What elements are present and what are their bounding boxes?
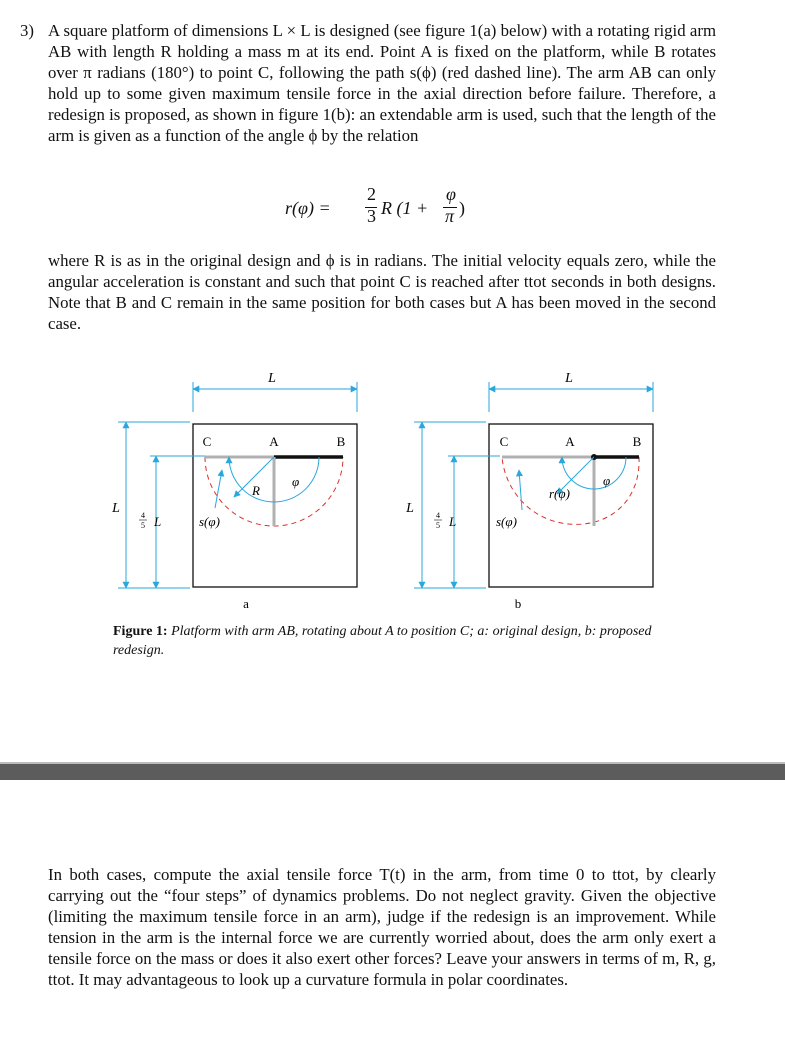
problem-conditions-text: where R is as in the original design and ϕ is in radians. The initial velocity equals zero, while the angular acceleration is constant and such that point C is reached after ttot seconds in both designs. Note that B and C remain in the same position for both cases but A has been moved in the second case. xyxy=(48,251,716,333)
panel-a-phi-label: φ xyxy=(292,474,300,489)
panel-b-r-label: r(φ) xyxy=(549,486,570,501)
panel-a-point-C: C xyxy=(202,434,212,449)
problem-task-text: In both cases, compute the axial tensile force T(t) in the arm, from time 0 to ttot, by clearly carrying out the “four steps” of dynamics problems. Do not neglect gravity. Given the objective (limiting the maximum tensile force in an arm), judge if the redesign is an improvement. While tension in the arm is the internal force we are currently worried about, does the arm only exert a tensile force on the mass or does it also exert other forces? Leave your answers in terms of m, R, g, ttot. It may advantageous to look up a curvature formula in polar coordinates. xyxy=(48,865,716,989)
page-separator xyxy=(0,762,785,780)
panel-a-point-B: B xyxy=(336,434,346,449)
problem-intro xyxy=(20,20,716,146)
panel-b-fraction-num: 4 xyxy=(436,511,440,520)
equation-close: ) xyxy=(459,198,465,218)
panel-a-fraction-num: 4 xyxy=(141,511,145,520)
panel-b-point-C: C xyxy=(499,434,509,449)
panel-a-point-A: A xyxy=(269,434,279,449)
figure-caption xyxy=(113,622,673,660)
panel-b xyxy=(405,371,653,611)
problem-number: 3) xyxy=(20,21,34,40)
figure-1 xyxy=(0,360,785,660)
panel-b-fraction-den: 5 xyxy=(436,521,440,530)
panel-b-height-label: L xyxy=(406,501,414,516)
caption-label: Figure 1: xyxy=(113,624,168,639)
equation-inner-denominator: π xyxy=(445,206,455,226)
problem-conditions xyxy=(48,250,716,334)
panel-a-R-label: R xyxy=(252,483,260,498)
panel-b-phi-label: φ xyxy=(603,473,611,488)
panel-a-four-fifths-L: L xyxy=(154,514,162,529)
figure-1-diagram xyxy=(0,360,785,660)
panel-b-four-fifths-L: L xyxy=(449,514,457,529)
panel-b-sublabel: b xyxy=(514,596,522,611)
equation-lhs: r(φ) = xyxy=(285,198,331,218)
panel-a-s-pointer xyxy=(215,470,222,508)
panel-a-width-label: L xyxy=(268,371,276,386)
problem-intro-text: A square platform of dimensions L × L is designed (see figure 1(a) below) with a rotating rigid arm AB with length R holding a mass m at its end. Point A is fixed on the platform, while B rotates over π radians (180°) to point C, following the path s(ϕ) (red dashed line). The arm AB can only hold up to some given maximum tensile force in the axial direction before failure. Therefore, a redesign is proposed, as shown in figure 1(b): an extendable arm is used, such that the length of the arm is given as a function of the angle ϕ by the relation xyxy=(48,21,716,145)
panel-b-width-label: L xyxy=(565,371,573,386)
panel-a-s-label: s(φ) xyxy=(199,514,220,529)
panel-b-path-s xyxy=(502,457,639,524)
panel-b-point-A: A xyxy=(565,434,575,449)
panel-a-height-label: L xyxy=(112,501,120,516)
panel-a xyxy=(111,371,357,611)
panel-b-s-label: s(φ) xyxy=(496,514,517,529)
panel-b-point-B: B xyxy=(632,434,642,449)
equation-body: R (1 + xyxy=(381,198,429,218)
arm-length-equation xyxy=(285,186,485,230)
panel-b-s-pointer xyxy=(519,470,522,510)
equation-coef-numerator: 2 xyxy=(367,184,376,204)
equation-coef-denominator: 3 xyxy=(367,206,376,226)
caption-text: Platform with arm AB, rotating about A to position C; a: original design, b: proposed redesign. xyxy=(113,624,652,658)
problem-task xyxy=(48,864,716,990)
equation-inner-numerator: φ xyxy=(446,184,456,204)
panel-a-sublabel: a xyxy=(243,596,249,611)
panel-a-fraction-den: 5 xyxy=(141,521,145,530)
